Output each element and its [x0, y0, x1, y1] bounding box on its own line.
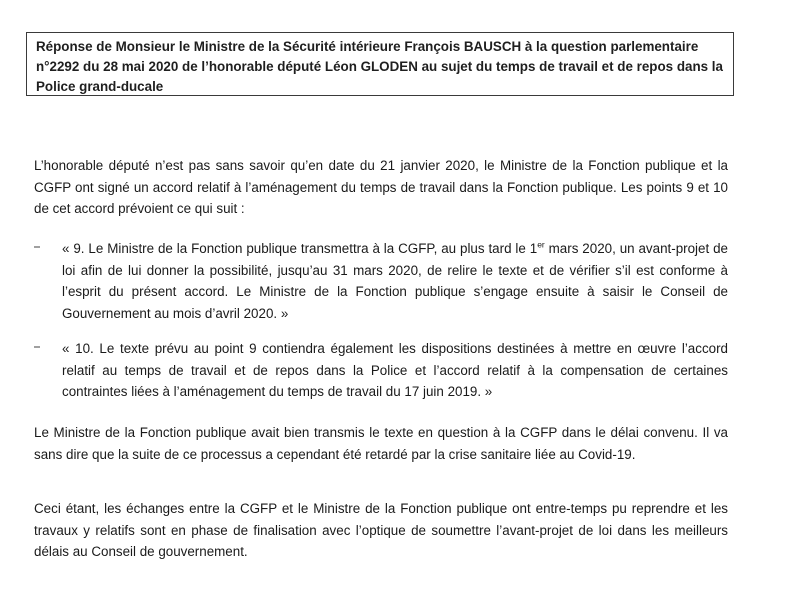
quote-9-superscript: er: [537, 239, 545, 250]
intro-paragraph: L’honorable député n’est pas sans savoir qu’en date du 21 janvier 2020, le Ministre de la Fonction publique et la CGFP ont signé un accord relatif à l’aménagement du temps de travail dans la Fonction publique. Les points 9 et 10 de cet accord prévoient ce qui suit :: [34, 158, 728, 216]
bullet-dash-icon: [34, 346, 40, 348]
quote-item-10: [34, 338, 728, 403]
bullet-dash-icon: [34, 246, 40, 248]
quote-9-part2: mars 2020, un avant-projet de loi afin de lui donner la possibilité, jusqu’au 31 mars 2020, de relire le texte et de vérifier s’il est conforme à l’esprit du présent accord. Le Ministre de la Fonction publique s’engage ensuite à saisir le Conseil de Gouvernement au mois d’avril 2020. »: [62, 241, 728, 321]
quote-item-9: [34, 238, 728, 324]
document-title: Réponse de Monsieur le Ministre de la Sécurité intérieure François BAUSCH à la question parlementaire n°2292 du 28 mai 2020 de l’honorable député Léon GLODEN au sujet du temps de travail et de repos dans la Police grand-ducale: [36, 39, 723, 94]
title-box: [26, 32, 734, 96]
quote-text-9: [62, 238, 728, 324]
paragraph-conclusion: Ceci étant, les échanges entre la CGFP et le Ministre de la Fonction publique ont entre-temps pu reprendre et les travaux y relatifs sont en phase de finalisation avec l’optique de soumettre l’avant-projet de loi dans les meilleurs délais au Conseil de gouvernement.: [34, 501, 728, 559]
paragraph-transmission: Le Ministre de la Fonction publique avait bien transmis le texte en question à la CGFP dans le délai convenu. Il va sans dire que la suite de ce processus a cependant été retardé par la crise sanitaire liée au Covid-19.: [34, 425, 728, 462]
quote-9-part1: « 9. Le Ministre de la Fonction publique transmettra à la CGFP, au plus tard le 1: [62, 241, 538, 256]
quote-text-10: « 10. Le texte prévu au point 9 contiendra également les dispositions destinées à mettre en œuvre l’accord relatif au temps de travail et de repos dans la Police et l’accord relatif à la compensation de certaines contraintes liées à l’aménagement du temps de travail du 17 juin 2019. »: [62, 341, 728, 399]
